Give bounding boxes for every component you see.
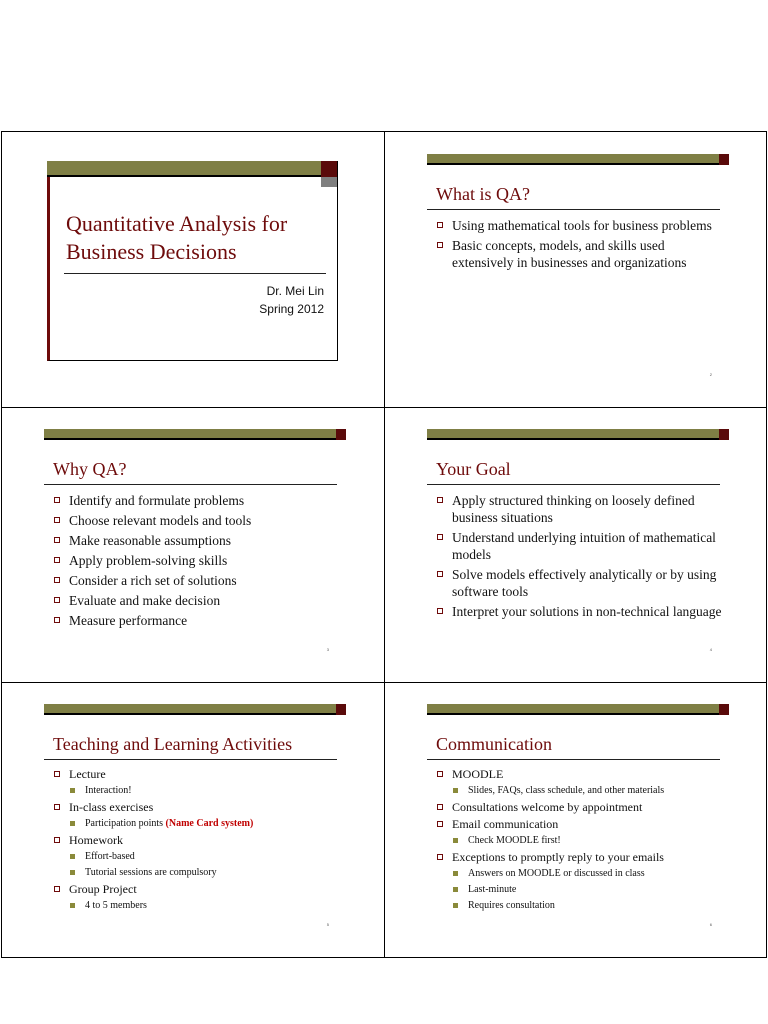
sub-bullet-item: Answers on MOODLE or discussed in class (436, 867, 726, 881)
bullet-item: Apply structured thinking on loosely defined business situations (436, 492, 726, 526)
author-block (259, 282, 324, 318)
sub-bullet-item: Interaction! (53, 784, 343, 798)
bullet-item: Exceptions to promptly reply to your emails (436, 850, 726, 865)
decorative-bar (44, 429, 346, 440)
bullet-item: Consider a rich set of solutions (53, 572, 343, 589)
slide-title: Teaching and Learning Activities (53, 734, 293, 754)
page-number: 4 (709, 647, 712, 652)
bullet-item: Group Project (53, 882, 343, 897)
title-divider (427, 759, 720, 760)
participation-text: Participation points (85, 818, 164, 829)
sub-bullet-item (53, 817, 343, 831)
sub-bullet-item: Check MOODLE first! (436, 834, 726, 848)
decorative-corner-grey (321, 177, 337, 187)
title-divider (427, 484, 720, 485)
bullet-item: Using mathematical tools for business problems (436, 217, 726, 234)
decorative-bar (44, 704, 346, 715)
page-number: 3 (326, 647, 329, 652)
slide-5 (1, 682, 384, 957)
title-divider (44, 484, 337, 485)
title-line-2: Business Decisions (66, 239, 237, 264)
title-divider (44, 759, 337, 760)
author-name: Dr. Mei Lin (266, 284, 324, 298)
bullet-item: Make reasonable assumptions (53, 532, 343, 549)
decorative-bar (427, 154, 729, 165)
sub-bullet-item: 4 to 5 members (53, 899, 343, 913)
bullet-item: Measure performance (53, 612, 343, 629)
slide-4 (384, 407, 767, 682)
slide-title: Why QA? (53, 459, 127, 479)
slide-6 (384, 682, 767, 957)
page-number: 6 (709, 922, 712, 927)
handout-sheet (1, 131, 767, 958)
title-divider (64, 273, 326, 274)
bullet-list (436, 767, 726, 915)
bullet-item: Consultations welcome by appointment (436, 800, 726, 815)
bullet-list (53, 767, 343, 915)
title-divider (427, 209, 720, 210)
decorative-bar (47, 161, 323, 177)
bullet-item: Apply problem-solving skills (53, 552, 343, 569)
sub-bullet-item: Requires consultation (436, 899, 726, 913)
slide-title: What is QA? (436, 184, 530, 204)
sub-bullet-item: Last-minute (436, 883, 726, 897)
bullet-list (436, 492, 726, 623)
bullet-list (436, 217, 726, 274)
page-number: 5 (326, 922, 329, 927)
slide-2 (384, 132, 767, 407)
sub-bullet-item: Slides, FAQs, class schedule, and other materials (436, 784, 726, 798)
presentation-title (66, 210, 328, 266)
bullet-item: In-class exercises (53, 800, 343, 815)
bullet-item: Choose relevant models and tools (53, 512, 343, 529)
bullet-item: Homework (53, 833, 343, 848)
bullet-item: Solve models effectively analytically or by using software tools (436, 566, 726, 600)
slide-3 (1, 407, 384, 682)
bullet-item: Email communication (436, 817, 726, 832)
bullet-item: Identify and formulate problems (53, 492, 343, 509)
bullet-item: Lecture (53, 767, 343, 782)
name-card-note: (Name Card system) (165, 818, 254, 829)
decorative-corner (321, 161, 337, 177)
bullet-item: Basic concepts, models, and skills used extensively in businesses and organizations (436, 237, 726, 271)
title-slide-frame (47, 161, 338, 361)
term-label: Spring 2012 (259, 302, 324, 316)
sub-bullet-item: Effort-based (53, 850, 343, 864)
slide-1 (1, 132, 384, 407)
bullet-item: Evaluate and make decision (53, 592, 343, 609)
bullet-item: Understand underlying intuition of mathematical models (436, 529, 726, 563)
decorative-bar (427, 429, 729, 440)
title-line-1: Quantitative Analysis for (66, 211, 288, 236)
bullet-item: Interpret your solutions in non-technical language (436, 603, 726, 620)
decorative-bar (427, 704, 729, 715)
slide-title: Communication (436, 734, 552, 754)
bullet-item: MOODLE (436, 767, 726, 782)
page-number: 2 (709, 372, 712, 377)
bullet-list (53, 492, 343, 632)
sub-bullet-item: Tutorial sessions are compulsory (53, 866, 343, 880)
slide-title: Your Goal (436, 459, 511, 479)
